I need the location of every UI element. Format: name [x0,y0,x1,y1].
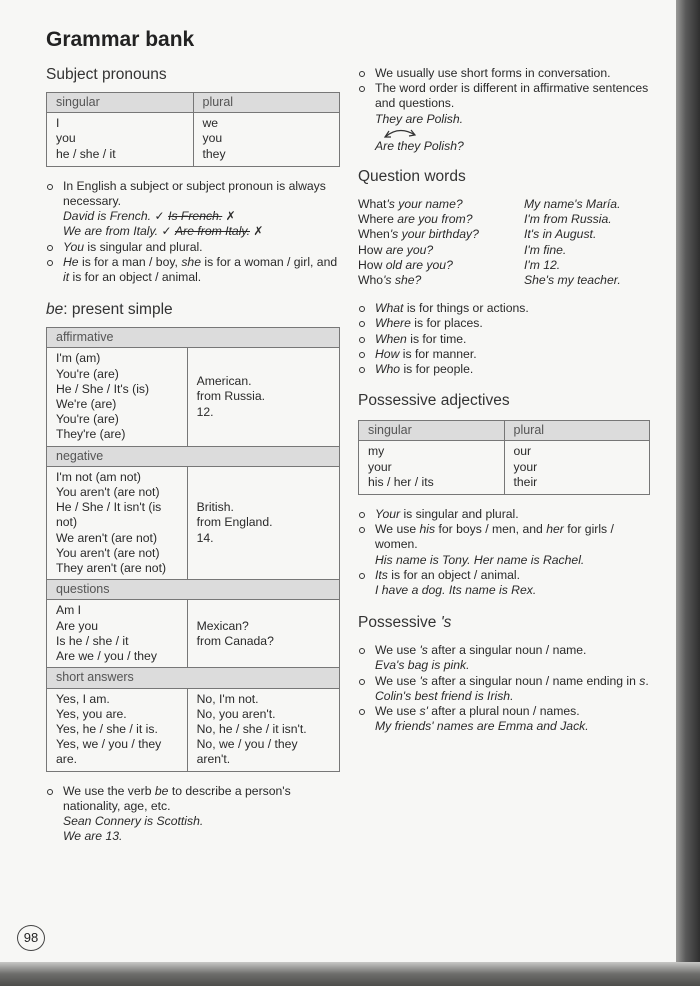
be-present-table: affirmative I'm (am) You're (are) He / She / It's (is) We're (are) You're (are) They're (are) American. from Russia. 12. negative I'm not (am not) You aren't (are not) He / She / It isn't (is not) We aren't (are not) You aren't (are not) They aren't (are not) British. from England. 14. questions Am I Are you Is he / she / it Are we / you / they Mexican? from Canada? short answers Yes, I am. Yes, you are. Yes, he / she / it is. Yes, we / you / they are. No, I'm not. No, you aren't. No, he / she / it isn't. No, we / you / they aren't. [46,327,340,771]
note: We use 's after a singular noun / name. Eva's bag is pink. [358,643,650,673]
possessive-s-notes [358,643,650,734]
subject-pronouns-table [46,92,340,167]
page-bottom-shadow [0,962,700,986]
possessive-s-heading: Possessive 's [358,614,452,632]
book-spine-shadow [676,0,700,986]
note: Who is for people. [358,362,650,377]
section-negative: negative [47,446,340,466]
page-number: 98 [17,925,45,951]
note: When is for time. [358,332,650,347]
cross-icon: ✗ [225,209,236,224]
tick-icon: ✓ [161,224,172,239]
subject-pronouns-heading: Subject pronouns [46,66,167,83]
col-plural: plural [193,93,340,113]
pronoun-singular: he / she / it [56,146,116,161]
right-column [358,66,650,735]
note: Your is singular and plural. [358,507,650,522]
section-questions: questions [47,580,340,600]
word-order-notes [358,66,650,154]
col-singular: singular [359,421,505,441]
possessive-adjective-notes [358,507,650,598]
swap-arrows-icon [381,127,421,139]
tick-icon: ✓ [154,209,165,224]
note: You is singular and plural. [46,240,340,255]
note: We use s' after a plural noun / names. My friends' names are Emma and Jack. [358,704,650,734]
subject-pronoun-notes [46,179,340,285]
note: We usually use short forms in conversation. [358,66,650,81]
note: In English a subject or subject pronoun is always necessary. David is French. ✓ Is French. ✗ We are from Italy. ✓ Are from Italy. ✗ [46,179,340,240]
col-plural: plural [504,421,650,441]
note: He is for a man / boy, she is for a woman / girl, and it is for an object / animal. [46,255,340,285]
col-singular: singular [47,93,194,113]
left-column [46,28,340,844]
pronoun-singular: I [56,116,60,131]
note: What is for things or actions. [358,301,650,316]
section-affirmative: affirmative [47,328,340,348]
note: The word order is different in affirmative sentences and questions. They are Polish. Are they Polish? [358,81,650,154]
note: Its is for an object / animal. I have a dog. Its name is Rex. [358,568,650,598]
possessive-adjectives-table: singular plural my your his / her / its our your their [358,420,650,495]
question-words-heading: Question words [358,168,466,186]
pronoun-plural: they [202,146,226,161]
cross-icon: ✗ [253,224,264,239]
section-short-answers: short answers [47,668,340,688]
note: We use his for boys / men, and her for girls / women. His name is Tony. Her name is Rachel. [358,522,650,568]
note: How is for manner. [358,347,650,362]
pronoun-singular: you [56,131,76,146]
possessive-adjectives-heading: Possessive adjectives [358,392,510,410]
note: We use 's after a singular noun / name ending in s. Colin's best friend is Irish. [358,674,650,704]
note: Where is for places. [358,316,650,331]
be-notes [46,784,340,845]
pronoun-plural: we [202,116,219,131]
question-words-list: What's your name? My name's María. Where are you from? I'm from Russia. When's your birthday? It's in August. How are you? I'm fine. How old are you? I'm 12. Who's she? She's my teacher. [358,197,621,288]
be-present-heading: be: present simple [46,301,173,319]
note: We use the verb be to describe a person's nationality, age, etc. Sean Connery is Scottish. We are 13. [46,784,340,845]
question-word-notes [358,301,650,377]
pronoun-plural: you [202,131,223,146]
page-title: Grammar bank [46,28,195,51]
